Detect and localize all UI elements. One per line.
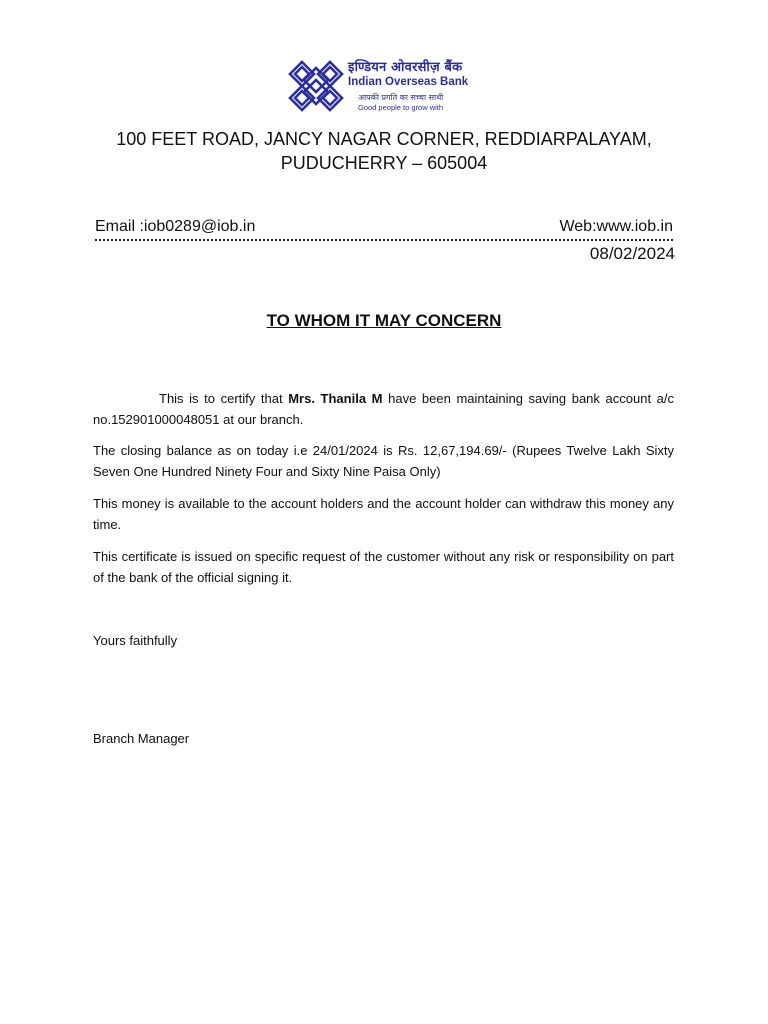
account-holder-name: Mrs. Thanila M bbox=[288, 391, 383, 406]
paragraph-certification bbox=[93, 388, 674, 430]
bank-logo bbox=[286, 58, 486, 114]
contact-row bbox=[95, 217, 673, 241]
tagline-english: Good people to grow with bbox=[358, 103, 444, 112]
address-line-1: 100 FEET ROAD, JANCY NAGAR CORNER, REDDIARPALAYAM, bbox=[116, 129, 652, 149]
bank-name-english: Indian Overseas Bank bbox=[348, 76, 469, 88]
letter-date: 08/02/2024 bbox=[589, 244, 675, 263]
website-text: Web:www.iob.in bbox=[559, 218, 673, 235]
iob-logo-icon bbox=[286, 58, 346, 114]
letter-heading: TO WHOM IT MAY CONCERN bbox=[266, 311, 502, 330]
closing-text: Yours faithfully bbox=[93, 633, 178, 648]
address-line-2: PUDUCHERRY – 605004 bbox=[280, 153, 488, 173]
logo-text bbox=[348, 60, 488, 112]
paragraph-disclaimer: This certificate is issued on specific request of the customer without any risk or responsibility on part of the bank of the official signing it. bbox=[93, 549, 674, 585]
tagline-hindi: आपकी प्रगति का सच्चा साथी bbox=[358, 93, 444, 102]
signatory-title: Branch Manager bbox=[93, 731, 190, 746]
email-text: Email :iob0289@iob.in bbox=[95, 218, 256, 235]
p1-prefix: This is to certify that bbox=[159, 391, 289, 406]
paragraph-availability: This money is available to the account holders and the account holder can withdraw this money any time. bbox=[93, 496, 674, 532]
bank-name-hindi: इण्डियन ओवरसीज़ बैंक bbox=[348, 60, 463, 75]
p1-suffix: have been maintaining saving bank account a/c no.152901000048051 at our branch. bbox=[93, 391, 675, 427]
branch-address bbox=[60, 127, 708, 175]
paragraph-balance: The closing balance as on today i.e 24/01/2024 is Rs. 12,67,194.69/- (Rupees Twelve Lakh Sixty Seven One Hundred Ninety Four and Sixty Nine Paisa Only) bbox=[93, 443, 674, 479]
